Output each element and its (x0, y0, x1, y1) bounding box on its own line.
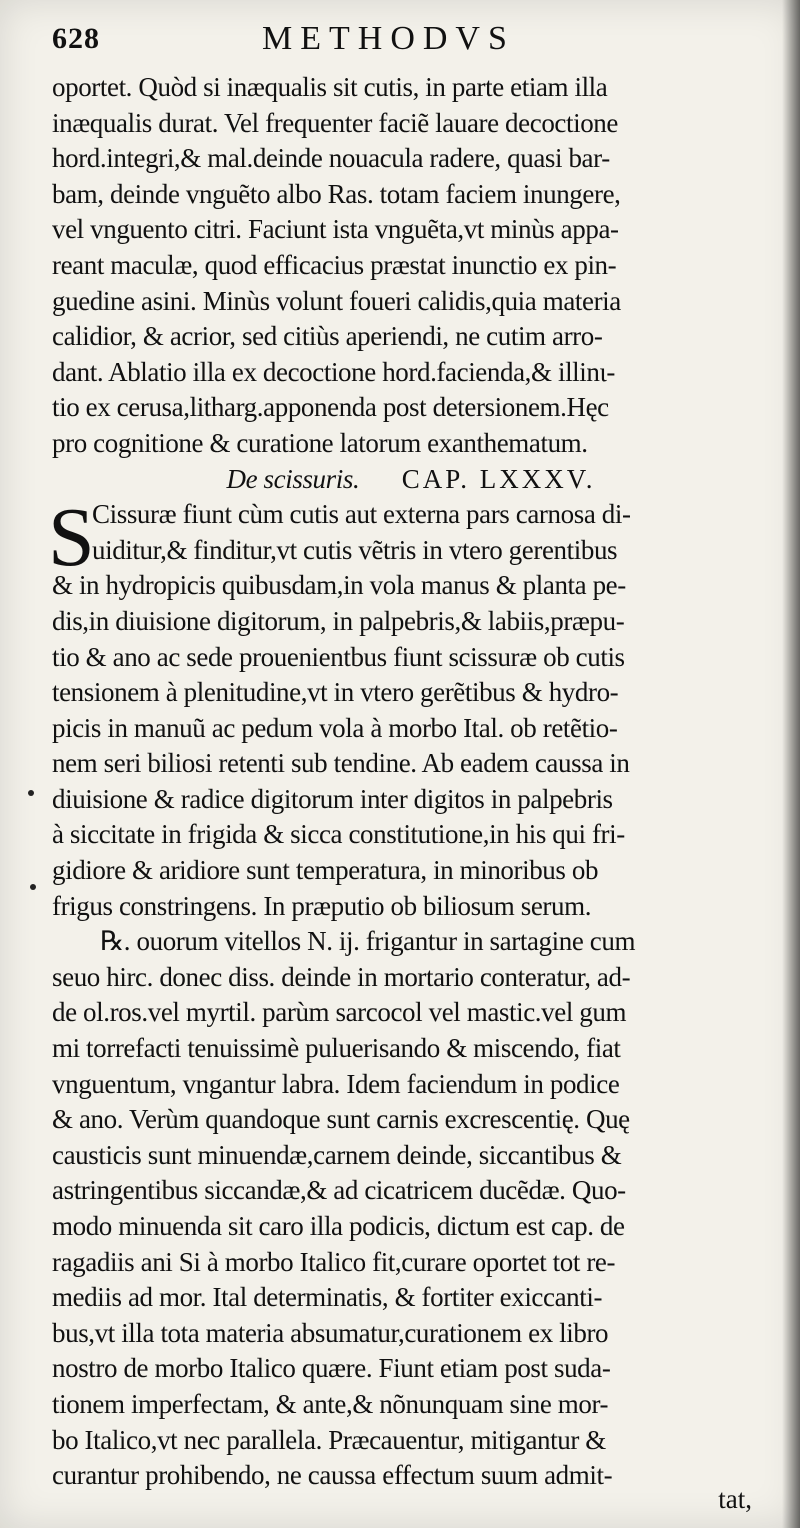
text-line: vnguentum, vngantur labra. Idem faciendum in podice (52, 1068, 620, 1099)
text-line: frigus constringens. In præputio ob biliosum serum. (52, 890, 592, 921)
chapter-heading-title: De scissuris. (226, 463, 360, 494)
text-line: tio ex cerusa,litharg.apponenda post detersionem.Hęc (52, 392, 609, 423)
text-line: guedine asini. Minùs volunt foueri calidis,quia materia (52, 285, 621, 316)
text-line: reant maculæ, quod efficacius præstat inunctio ex pin- (52, 249, 617, 280)
text-line: bo Italico,vt nec parallela. Præcauentur, mitigantur & (52, 1424, 606, 1455)
text-line: pro cognitione & curatione latorum exanthematum. (52, 427, 588, 458)
text-line: bus,vt illa tota materia absumatur,curationem ex libro (52, 1317, 609, 1348)
text-line: tensionem à plenitudine,vt in vtero gerẽtibus & hydro- (52, 677, 619, 708)
text-line: vel vnguento citri. Faciunt ista vnguẽta,vt minùs appa- (52, 214, 619, 245)
text-line: tionem imperfectam, & ante,& nõnunquam sine mor- (52, 1388, 609, 1419)
text-line: hord.integri,& mal.deinde nouacula radere, quasi bar- (52, 143, 610, 174)
text-line: Cissuræ fiunt cùm cutis aut externa pars carnosa di- (92, 499, 631, 530)
chapter-heading-number: CAP. LXXXV. (401, 463, 596, 494)
page-header (52, 18, 772, 68)
text-line: modo minuenda sit caro illa podicis, dictum est cap. de (52, 1211, 625, 1241)
text-line: tio & ano ac sede prouenientbus fiunt scissuræ ob cutis (52, 641, 625, 672)
text-line: ragadiis ani Si à morbo Italico fit,curare oportet tot re- (52, 1246, 616, 1277)
text-line: nostro de morbo Italico quære. Fiunt etiam post suda- (52, 1353, 611, 1384)
text-line: picis in manuũ ac pedum vola à morbo Ital. ob retẽtio- (52, 712, 618, 743)
page-number: 628 (52, 22, 100, 55)
text-line: mediis ad mor. Ital determinatis, & fortiter exiccanti- (52, 1282, 603, 1313)
text-line: bam, deinde vnguẽto albo Ras. totam faciem inungere, (52, 178, 621, 209)
text-line: curantur prohibendo, ne caussa effectum suum admit- (52, 1460, 613, 1491)
text-line: seuo hirc. donec diss. deinde in mortario conteratur, ad- (52, 961, 631, 992)
text-line: gidiore & aridiore sunt temperatura, in minoribus ob (52, 855, 599, 886)
text-line: astringentibus siccandæ,& ad cicatricem ducẽdæ. Quo- (52, 1175, 626, 1206)
text-line: causticis sunt minuendæ,carnem deinde, siccantibus & (52, 1139, 622, 1170)
text-line: uiditur,& finditur,vt cutis vẽtris in vtero gerentibus (92, 534, 618, 565)
text-line: & ano. Verùm quandoque sunt carnis excrescentię. Quę (52, 1104, 630, 1135)
page-edge-shadow (782, 0, 800, 1528)
text-line: mi torrefacti tenuissimè puluerisando & miscendo, fiat (52, 1033, 621, 1064)
catchword: tat, (718, 1484, 752, 1514)
text-line: & in hydropicis quibusdam,in vola manus & planta pe- (52, 570, 626, 601)
chapter-heading (52, 462, 770, 498)
text-line: dant. Ablatio illa ex decoctione hord.facienda,& illinι- (52, 356, 615, 387)
body-text (48, 70, 770, 1494)
text-line: à siccitate in frigida & sicca constitutione,in his qui fri- (52, 819, 625, 850)
ink-speck (28, 790, 34, 796)
text-line: nem seri biliosi retenti sub tendine. Ab eadem caussa in (52, 748, 630, 779)
paragraph-exanthemata (52, 70, 770, 462)
text-line: ℞. ouorum vitellos N. ij. frigantur in sartagine cum (100, 926, 636, 957)
text-line: de ol.ros.vel myrtil. parùm sarcocol vel mastic.vel gum (52, 997, 627, 1028)
text-line: oportet. Quòd si inæqualis sit cutis, in parte etiam illa (52, 72, 608, 102)
paragraph-scissurae (48, 491, 770, 924)
text-line: diuisione & radice digitorum inter digitos in palpebris (52, 783, 613, 814)
ink-speck (30, 884, 36, 890)
text-line: dis,in diuisione digitorum, in palpebris,& labiis,præpu- (52, 605, 625, 636)
text-line: inæqualis durat. Vel frequenter faciẽ lauare decoctione (52, 107, 618, 138)
text-line: calidior, & acrior, sed citiùs aperiendi, ne cutim arro- (52, 321, 603, 352)
paragraph-recipe (52, 924, 770, 1494)
drop-cap: S (48, 491, 95, 585)
running-title: METHODVS (262, 20, 515, 57)
